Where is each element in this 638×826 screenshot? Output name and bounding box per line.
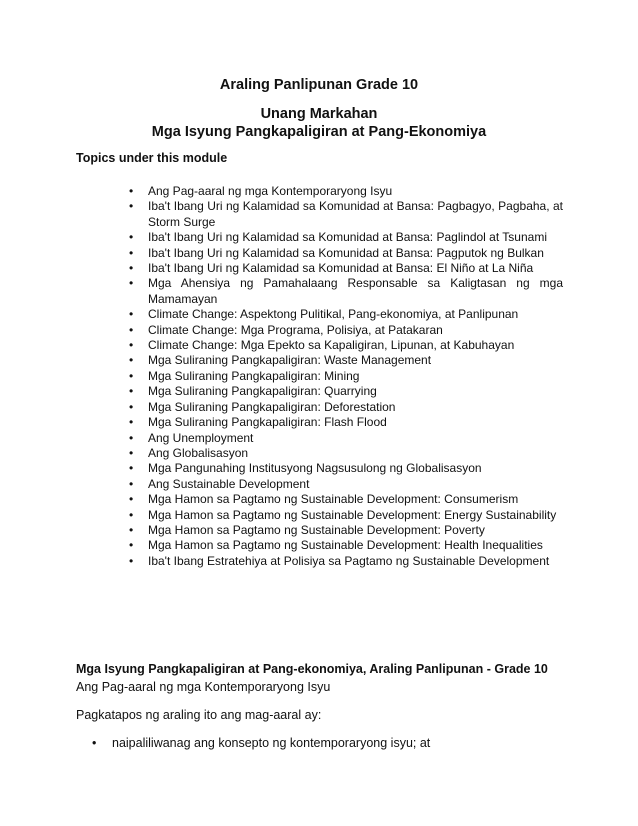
topic-item: • Mga Suliraning Pangkapaligiran: Deforestation <box>148 400 563 415</box>
topic-item: • Mga Suliraning Pangkapaligiran: Mining <box>148 369 563 384</box>
intro-text: Pagkatapos ng araling ito ang mag-aaral ay: <box>76 708 322 722</box>
topic-item: • Mga Hamon sa Pagtamo ng Sustainable Development: Consumerism <box>148 492 563 507</box>
objective-list <box>112 736 430 750</box>
topic-item: • Iba't Ibang Uri ng Kalamidad sa Komunidad at Bansa: Pagbagyo, Pagbaha, at Storm Surge <box>148 199 563 230</box>
topics-heading: Topics under this module <box>76 151 228 165</box>
topic-item: • Iba't Ibang Estratehiya at Polisiya sa Pagtamo ng Sustainable Development <box>148 554 563 569</box>
topic-item: • Mga Hamon sa Pagtamo ng Sustainable Development: Energy Sustainability <box>148 508 563 523</box>
topic-item: • Mga Hamon sa Pagtamo ng Sustainable Development: Poverty <box>148 523 563 538</box>
topic-item: • Ang Unemployment <box>148 431 563 446</box>
section-heading: Mga Isyung Pangkapaligiran at Pang-ekonomiya, Araling Panlipunan - Grade 10 <box>76 662 548 676</box>
topic-item: • Climate Change: Mga Epekto sa Kapaligiran, Lipunan, at Kabuhayan <box>148 338 563 353</box>
topic-item: • Climate Change: Mga Programa, Polisiya, at Patakaran <box>148 323 563 338</box>
section-subheading: Ang Pag-aaral ng mga Kontemporaryong Isyu <box>76 680 331 694</box>
objective-item: • naipaliliwanag ang konsepto ng kontemporaryong isyu; at <box>112 736 430 750</box>
topic-item: • Climate Change: Aspektong Pulitikal, Pang-ekonomiya, at Panlipunan <box>148 307 563 322</box>
topic-item: • Iba't Ibang Uri ng Kalamidad sa Komunidad at Bansa: El Niño at La Niña <box>148 261 563 276</box>
topic-item: • Mga Suliraning Pangkapaligiran: Flash Flood <box>148 415 563 430</box>
topic-item: • Ang Sustainable Development <box>148 477 563 492</box>
quarter-title: Unang Markahan <box>260 106 378 122</box>
topic-item: • Mga Pangunahing Institusyong Nagsusulong ng Globalisasyon <box>148 461 563 476</box>
topic-item: • Iba't Ibang Uri ng Kalamidad sa Komunidad at Bansa: Paglindol at Tsunami <box>148 230 563 245</box>
topic-item: • Ang Globalisasyon <box>148 446 563 461</box>
topic-item: • Ang Pag-aaral ng mga Kontemporaryong Isyu <box>148 184 563 199</box>
topic-item: • Mga Ahensiya ng Pamahalaang Responsable sa Kaligtasan ng mga Mamamayan <box>148 276 563 307</box>
topic-item: • Mga Suliraning Pangkapaligiran: Quarrying <box>148 384 563 399</box>
topic-list <box>148 184 563 569</box>
topic-item: • Iba't Ibang Uri ng Kalamidad sa Komunidad at Bansa: Pagputok ng Bulkan <box>148 246 563 261</box>
topic-item: • Mga Hamon sa Pagtamo ng Sustainable Development: Health Inequalities <box>148 538 563 553</box>
module-title: Mga Isyung Pangkapaligiran at Pang-Ekonomiya <box>151 124 487 140</box>
document-title: Araling Panlipunan Grade 10 <box>219 77 419 93</box>
topic-item: • Mga Suliraning Pangkapaligiran: Waste Management <box>148 353 563 368</box>
